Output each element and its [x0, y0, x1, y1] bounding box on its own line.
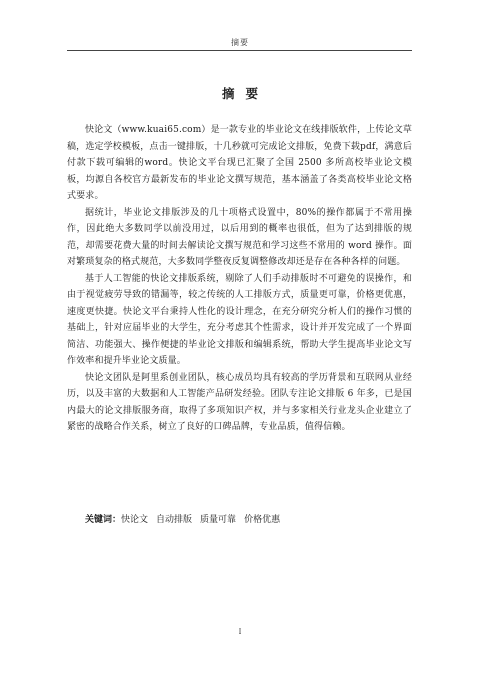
page-number: I [238, 628, 242, 636]
running-header: 摘要 [231, 38, 249, 47]
keyword-item: 价格优惠 [244, 515, 281, 525]
paragraph-4: 快论文团队是阿里系创业团队，核心成员均具有较高的学历背景和互联网从业经历，以及丰富的大数据和人工智能产品研发经验。团队专注论文排版 6 年多，已是国内最大的论文排版服务商，取得了多项知识产权，并与多家相关行业龙头企业建立了紧密的战略合作关系，树立了良好的口碑品牌，专业品质，值得信赖。 [67, 372, 412, 432]
paragraph-2: 据统计，毕业论文排版涉及的几十项格式设置中，80%的操作都属于不常用操作，因此绝大多数同学以前没用过，以后用到的概率也很低，但为了达到排版的规范，却需要花费大量的时间去解读论文撰写规范和学习这些不常用的 word 操作。面对繁琐复杂的格式规范，大多数同学整夜反复调整修改却还是存在各种各样的问题。 [67, 207, 412, 267]
keywords-line [85, 512, 412, 528]
page-title: 摘要 [221, 86, 269, 101]
abstract-body [67, 122, 412, 436]
keyword-item: 自动排版 [156, 515, 193, 525]
keyword-item: 快论文 [121, 515, 149, 525]
header-rule [67, 50, 412, 51]
paragraph-3: 基于人工智能的快论文排版系统，剔除了人们手动排版时不可避免的误操作，和由于视觉疲劳导致的错漏等，较之传统的人工排版方式，质量更可靠，价格更优惠，速度更快捷。快论文平台秉持人性化的设计理念，在充分研究分析人们的操作习惯的基础上，针对应届毕业的大学生，充分考虑其个性需求，设计并开发完成了一个界面简洁、功能强大、操作便捷的毕业论文排版和编辑系统，帮助大学生提高毕业论文写作效率和提升毕业论文质量。 [67, 273, 412, 366]
paragraph-1: 快论文（www.kuai65.com）是一款专业的毕业论文在线排版软件，上传论文草稿，选定学校模板，点击一键排版，十几秒就可完成论文排版，免费下载pdf，满意后付款下载可编辑的word。快论文平台现已汇聚了全国 2500 多所高校毕业论文模板，均源自各校官方最新发布的毕业论文撰写规范，基本涵盖了各类高校毕业论文格式要求。 [67, 125, 412, 201]
keyword-item: 质量可靠 [200, 515, 237, 525]
keywords-label: 关键词： [85, 515, 122, 525]
